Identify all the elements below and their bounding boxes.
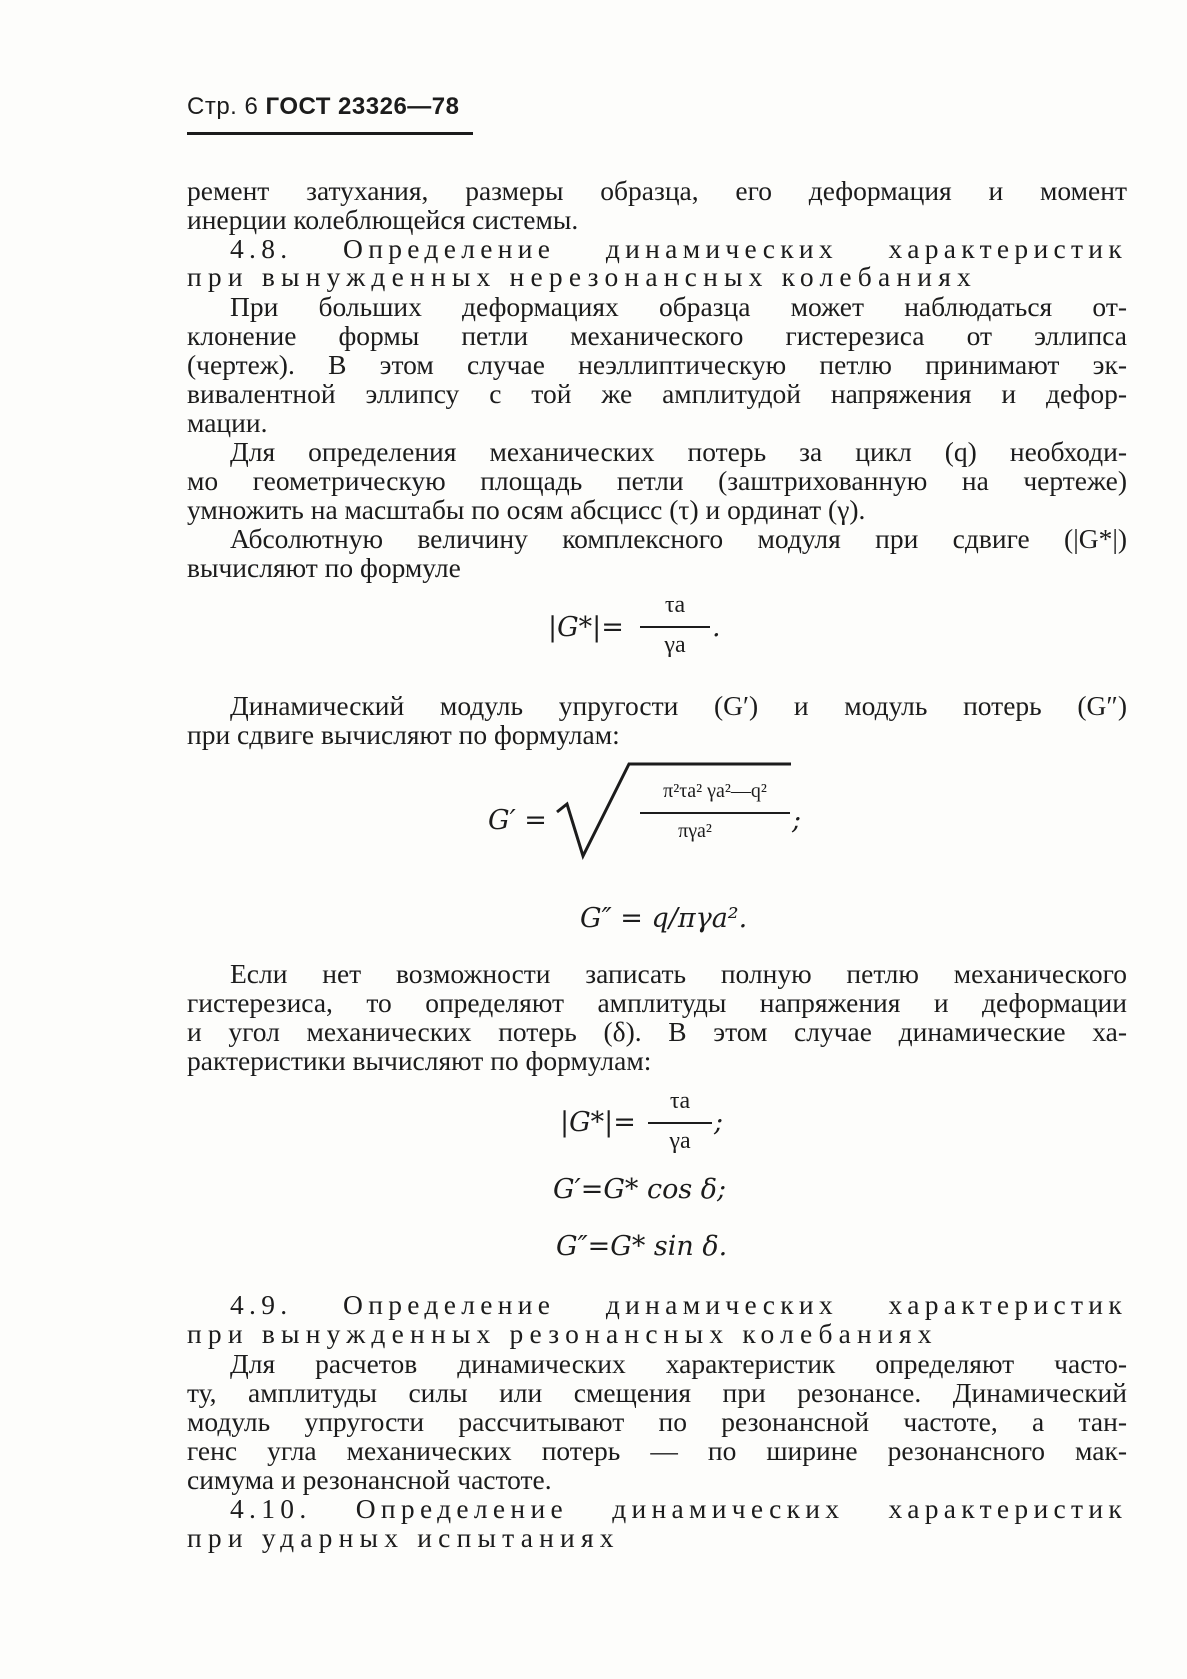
page-number: Стр. 6 <box>187 93 259 120</box>
header-rule <box>187 132 473 135</box>
page-header <box>187 93 459 121</box>
text-line: умножить на масштабы по осям абсцисс (τ) и ординат (γ). <box>187 494 866 525</box>
text-line: Абсолютную величину комплексного модуля при сдвиге (|G*|) <box>230 523 1127 554</box>
formula-loss-modulus: G″ = q/πγa². <box>580 903 748 934</box>
text-line: вычисляют по формуле <box>187 552 461 583</box>
text-line: клонение формы петли механического гистерезиса от эллипса <box>187 320 1127 351</box>
text-line: мации. <box>187 407 268 438</box>
text-line: рактеристики вычисляют по формулам: <box>187 1045 652 1076</box>
section-heading-4-8: 4.8. Определение динамических характеристик <box>230 233 1127 264</box>
radical-sign <box>555 760 795 860</box>
text-line: и угол механических потерь (δ). В этом случае динамические ха- <box>187 1016 1127 1047</box>
text-line: инерции колеблющейся системы. <box>187 204 579 235</box>
section-heading-4-9-cont: при вынужденных резонансных колебаниях <box>187 1318 938 1349</box>
formula-g-double-prime-sin: G″=G* sin δ. <box>556 1231 728 1262</box>
standard-number: ГОСТ 23326—78 <box>265 93 460 120</box>
text-line: Для расчетов динамических характеристик определяют часто- <box>230 1348 1127 1379</box>
text-line: ту, амплитуды силы или смещения при резонансе. Динамический <box>187 1377 1127 1408</box>
text-line: Динамический модуль упругости (G′) и модуль потерь (G″) <box>230 690 1127 721</box>
text-line: симума и резонансной частоте. <box>187 1464 552 1495</box>
text-line: (чертеж). В этом случае неэллиптическую петлю принимают эк- <box>187 349 1127 380</box>
section-heading-4-10: 4.10. Определение динамических характеристик <box>230 1493 1127 1524</box>
text-line: вивалентной эллипсу с той же амплитудой напряжения и дефор- <box>187 378 1127 409</box>
text-line: ремент затухания, размеры образца, его деформация и момент <box>187 175 1127 206</box>
text-line: при сдвиге вычисляют по формулам: <box>187 719 620 750</box>
text-line: Если нет возможности записать полную петлю механического <box>230 958 1127 989</box>
formula-g-prime-cos: G′=G* cos δ; <box>553 1174 727 1205</box>
text-line: При больших деформациях образца может наблюдаться от- <box>230 291 1127 322</box>
text-line: модуль упругости рассчитывают по резонансной частоте, а тан- <box>187 1406 1127 1437</box>
text-line: генс угла механических потерь — по ширине резонансного мак- <box>187 1435 1127 1466</box>
text-line: Для определения механических потерь за цикл (q) необходи- <box>230 436 1127 467</box>
text-line: гистерезиса, то определяют амплитуды напряжения и деформации <box>187 987 1127 1018</box>
section-heading-4-9: 4.9. Определение динамических характеристик <box>230 1289 1127 1320</box>
section-heading-4-10-cont: при ударных испытаниях <box>187 1522 620 1553</box>
section-heading-4-8-cont: при вынужденных нерезонансных колебаниях <box>187 261 977 292</box>
text-line: мо геометрическую площадь петли (заштрихованную на чертеже) <box>187 465 1127 496</box>
